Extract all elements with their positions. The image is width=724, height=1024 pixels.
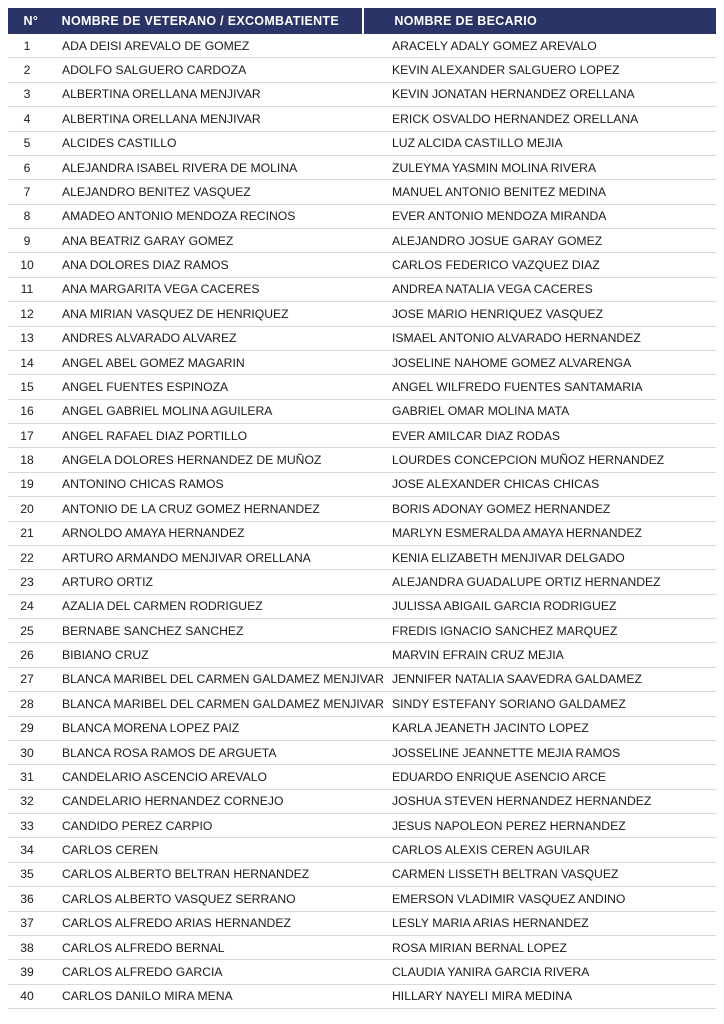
table-row (8, 229, 716, 253)
scholar-name: CLAUDIA YANIRA GARCIA RIVERA (392, 964, 590, 979)
table-row (8, 790, 716, 814)
table-row (8, 327, 716, 351)
veteran-name: AZALIA DEL CARMEN RODRIGUEZ (62, 599, 263, 614)
table-row (8, 595, 716, 619)
veteran-name: ANTONIO DE LA CRUZ GOMEZ HERNANDEZ (62, 501, 320, 516)
table-row (8, 936, 716, 960)
veteran-name: CARLOS ALBERTO VASQUEZ SERRANO (62, 891, 296, 906)
table-row (8, 205, 716, 229)
scholar-name: ANDREA NATALIA VEGA CACERES (392, 282, 593, 297)
row-number: 11 (20, 282, 34, 297)
veteran-name: AMADEO ANTONIO MENDOZA RECINOS (62, 209, 296, 224)
table-row (8, 180, 716, 204)
table-row (8, 985, 716, 1009)
veteran-name: ANDRES ALVARADO ALVAREZ (62, 331, 237, 346)
veteran-name: CANDELARIO HERNANDEZ CORNEJO (62, 794, 284, 809)
table-row (8, 887, 716, 911)
row-number: 9 (23, 233, 31, 248)
scholar-name: MARLYN ESMERALDA AMAYA HERNANDEZ (392, 526, 642, 541)
veteran-name: BIBIANO CRUZ (62, 648, 149, 663)
scholar-name: JOSHUA STEVEN HERNANDEZ HERNANDEZ (392, 794, 652, 809)
veteran-name: CARLOS ALFREDO BERNAL (62, 940, 225, 955)
row-number: 13 (20, 331, 34, 346)
scholar-name: JOSSELINE JEANNETTE MEJIA RAMOS (392, 745, 621, 760)
veteran-name: ANGEL ABEL GOMEZ MAGARIN (62, 355, 245, 370)
table-row (8, 570, 716, 594)
row-number: 8 (23, 209, 31, 224)
veteran-name: CARLOS ALFREDO GARCIA (62, 964, 223, 979)
table-row (8, 107, 716, 131)
table-row (8, 643, 716, 667)
veteran-name: ARTURO ORTIZ (62, 574, 153, 589)
row-number: 22 (20, 550, 34, 565)
scholar-name: CARLOS FEDERICO VAZQUEZ DIAZ (392, 258, 600, 273)
scholar-name: EDUARDO ENRIQUE ASENCIO ARCE (392, 769, 606, 784)
table-row (8, 668, 716, 692)
scholar-name: FREDIS IGNACIO SANCHEZ MARQUEZ (392, 623, 618, 638)
veteran-name: ADA DEISI AREVALO DE GOMEZ (62, 38, 250, 53)
table-row (8, 156, 716, 180)
header-number: N° (23, 14, 39, 28)
table-row (8, 132, 716, 156)
veteran-name: ADOLFO SALGUERO CARDOZA (62, 63, 247, 78)
veteran-name: CANDIDO PEREZ CARPIO (62, 818, 213, 833)
scholar-name: LOURDES CONCEPCION MUÑOZ HERNANDEZ (392, 453, 665, 468)
row-number: 5 (23, 136, 31, 151)
veteran-name: CARLOS CEREN (62, 843, 159, 858)
veteran-name: CARLOS ALFREDO ARIAS HERNANDEZ (62, 916, 291, 931)
row-number: 10 (20, 258, 34, 273)
scholar-name: ANGEL WILFREDO FUENTES SANTAMARIA (392, 379, 643, 394)
table-row (8, 765, 716, 789)
veteran-name: ANGEL RAFAEL DIAZ PORTILLO (62, 428, 248, 443)
row-number: 28 (20, 696, 34, 711)
veteran-name: ALEJANDRA ISABEL RIVERA DE MOLINA (62, 160, 298, 175)
scholar-name: JESUS NAPOLEON PEREZ HERNANDEZ (392, 818, 626, 833)
veteran-name: ALEJANDRO BENITEZ VASQUEZ (62, 184, 251, 199)
scholar-name: JULISSA ABIGAIL GARCIA RODRIGUEZ (392, 599, 617, 614)
veteran-name: ANA MARGARITA VEGA CACERES (62, 282, 260, 297)
table-row (8, 863, 716, 887)
row-number: 26 (20, 648, 34, 663)
row-number: 37 (20, 916, 34, 931)
scholar-name: HILLARY NAYELI MIRA MEDINA (392, 989, 573, 1004)
veteran-name: ANA MIRIAN VASQUEZ DE HENRIQUEZ (62, 306, 289, 321)
table-row (8, 253, 716, 277)
header-scholar-name: NOMBRE DE BECARIO (394, 14, 538, 28)
scholar-name: ZULEYMA YASMIN MOLINA RIVERA (392, 160, 597, 175)
row-number: 39 (20, 964, 34, 979)
row-number: 30 (20, 745, 34, 760)
veteran-name: ANA DOLORES DIAZ RAMOS (62, 258, 229, 273)
scholar-name: JOSE MARIO HENRIQUEZ VASQUEZ (392, 306, 604, 321)
veteran-name: ANGEL FUENTES ESPINOZA (62, 379, 229, 394)
scholar-name: MANUEL ANTONIO BENITEZ MEDINA (392, 184, 606, 199)
table-row (8, 302, 716, 326)
table-row (8, 351, 716, 375)
scholar-name: ARACELY ADALY GOMEZ AREVALO (392, 38, 597, 53)
table-row (8, 278, 716, 302)
scholar-name: ALEJANDRO JOSUE GARAY GOMEZ (392, 233, 603, 248)
veteran-name: BLANCA ROSA RAMOS DE ARGUETA (62, 745, 277, 760)
scholar-name: CARMEN LISSETH BELTRAN VASQUEZ (392, 867, 619, 882)
row-number: 33 (20, 818, 34, 833)
row-number: 3 (23, 87, 31, 102)
table-row (8, 34, 716, 58)
scholar-name: KEVIN ALEXANDER SALGUERO LOPEZ (392, 63, 620, 78)
scholar-name: EVER ANTONIO MENDOZA MIRANDA (392, 209, 607, 224)
row-number: 2 (23, 63, 31, 78)
veteran-name: ANGEL GABRIEL MOLINA AGUILERA (62, 404, 273, 419)
row-number: 1 (23, 38, 31, 53)
veteran-name: BLANCA MARIBEL DEL CARMEN GALDAMEZ MENJIVAR (62, 696, 384, 711)
table-row (8, 522, 716, 546)
table-row (8, 912, 716, 936)
veteran-name: ARTURO ARMANDO MENJIVAR ORELLANA (62, 550, 311, 565)
table-row (8, 448, 716, 472)
veteran-name: ARNOLDO AMAYA HERNANDEZ (62, 526, 245, 541)
scholar-name: BORIS ADONAY GOMEZ HERNANDEZ (392, 501, 611, 516)
veteran-name: BERNABE SANCHEZ SANCHEZ (62, 623, 244, 638)
row-number: 34 (20, 843, 34, 858)
scholar-name: ALEJANDRA GUADALUPE ORTIZ HERNANDEZ (392, 574, 661, 589)
row-number: 31 (20, 769, 34, 784)
table-header (8, 8, 716, 34)
veteran-name: CARLOS DANILO MIRA MENA (62, 989, 233, 1004)
scholar-name: LUZ ALCIDA CASTILLO MEJIA (392, 136, 563, 151)
scholar-name: JOSELINE NAHOME GOMEZ ALVARENGA (392, 355, 632, 370)
scholar-name: CARLOS ALEXIS CEREN AGUILAR (392, 843, 590, 858)
row-number: 6 (23, 160, 31, 175)
table-row (8, 497, 716, 521)
scholar-name: LESLY MARIA ARIAS HERNANDEZ (392, 916, 589, 931)
row-number: 7 (23, 184, 31, 199)
table-row (8, 619, 716, 643)
row-number: 21 (20, 526, 34, 541)
table-row (8, 838, 716, 862)
table-row (8, 473, 716, 497)
scholar-name: ISMAEL ANTONIO ALVARADO HERNANDEZ (392, 331, 641, 346)
scholarship-table (8, 8, 716, 1009)
row-number: 38 (20, 940, 34, 955)
row-number: 17 (20, 428, 34, 443)
row-number: 20 (20, 501, 34, 516)
scholar-name: KEVIN JONATAN HERNANDEZ ORELLANA (392, 87, 635, 102)
row-number: 4 (23, 111, 31, 126)
row-number: 25 (20, 623, 34, 638)
scholar-name: KENIA ELIZABETH MENJIVAR DELGADO (392, 550, 625, 565)
row-number: 18 (20, 453, 34, 468)
table-row (8, 960, 716, 984)
row-number: 15 (20, 379, 34, 394)
scholar-name: SINDY ESTEFANY SORIANO GALDAMEZ (392, 696, 626, 711)
row-number: 12 (20, 306, 34, 321)
veteran-name: ALBERTINA ORELLANA MENJIVAR (62, 87, 261, 102)
table-row (8, 400, 716, 424)
table-row (8, 692, 716, 716)
row-number: 19 (20, 477, 34, 492)
row-number: 40 (20, 989, 34, 1004)
veteran-name: BLANCA MARIBEL DEL CARMEN GALDAMEZ MENJIVAR (62, 672, 384, 687)
veteran-name: BLANCA MORENA LOPEZ PAIZ (62, 721, 240, 736)
row-number: 32 (20, 794, 34, 809)
table-body (8, 34, 716, 1009)
veteran-name: ANTONINO CHICAS RAMOS (62, 477, 224, 492)
row-number: 14 (20, 355, 34, 370)
scholar-name: KARLA JEANETH JACINTO LOPEZ (392, 721, 589, 736)
table-row (8, 424, 716, 448)
scholar-name: MARVIN EFRAIN CRUZ MEJIA (392, 648, 564, 663)
veteran-name: CARLOS ALBERTO BELTRAN HERNANDEZ (62, 867, 310, 882)
veteran-name: CANDELARIO ASCENCIO AREVALO (62, 769, 267, 784)
row-number: 29 (20, 721, 34, 736)
veteran-name: ANA BEATRIZ GARAY GOMEZ (62, 233, 234, 248)
table-row (8, 375, 716, 399)
table-row (8, 741, 716, 765)
scholar-name: GABRIEL OMAR MOLINA MATA (392, 404, 570, 419)
table-row (8, 83, 716, 107)
table-row (8, 717, 716, 741)
row-number: 24 (20, 599, 34, 614)
scholar-name: ROSA MIRIAN BERNAL LOPEZ (392, 940, 567, 955)
scholar-name: EVER AMILCAR DIAZ RODAS (392, 428, 560, 443)
veteran-name: ANGELA DOLORES HERNANDEZ DE MUÑOZ (62, 453, 322, 468)
row-number: 16 (20, 404, 34, 419)
scholar-name: JENNIFER NATALIA SAAVEDRA GALDAMEZ (392, 672, 642, 687)
scholar-name: JOSE ALEXANDER CHICAS CHICAS (392, 477, 600, 492)
table-row (8, 814, 716, 838)
row-number: 27 (20, 672, 34, 687)
header-veteran-name: NOMBRE DE VETERANO / EXCOMBATIENTE (61, 14, 340, 28)
scholar-name: ERICK OSVALDO HERNANDEZ ORELLANA (392, 111, 639, 126)
veteran-name: ALBERTINA ORELLANA MENJIVAR (62, 111, 261, 126)
table-row (8, 546, 716, 570)
row-number: 35 (20, 867, 34, 882)
table-row (8, 58, 716, 82)
veteran-name: ALCIDES CASTILLO (62, 136, 177, 151)
row-number: 23 (20, 574, 34, 589)
scholar-name: EMERSON VLADIMIR VASQUEZ ANDINO (392, 891, 626, 906)
row-number: 36 (20, 891, 34, 906)
